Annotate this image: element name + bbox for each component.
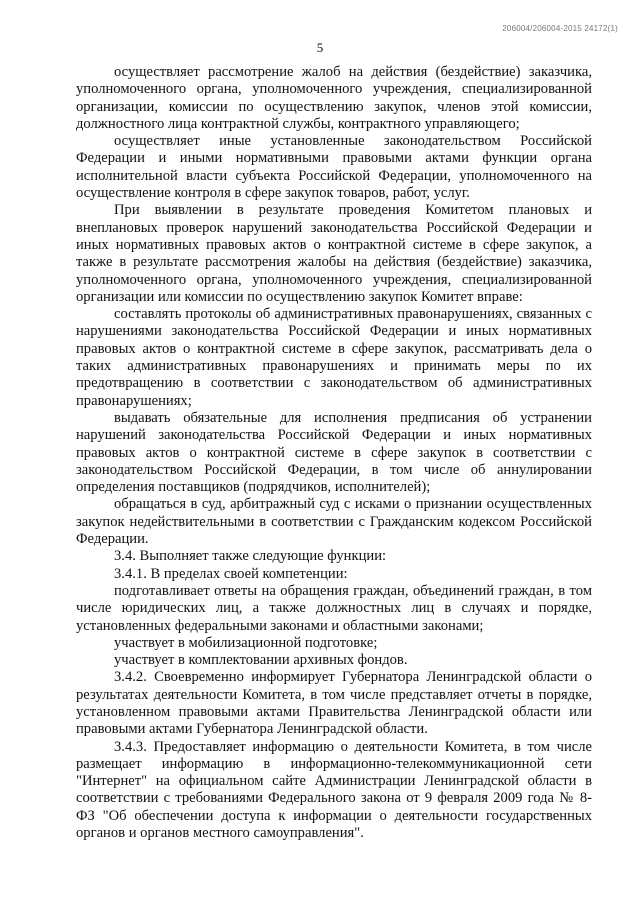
- page-number: 5: [316, 40, 324, 55]
- paragraph: 3.4.3. Предоставляет информацию о деятельности Комитета, в том числе размещает информацию в информационно-телекоммуникационной сети "Интернет" на официальном сайте Администрации Ленинградской области в соответствии с требованиями Федерального закона от 9 февраля 2009 года № 8-ФЗ "Об обеспечении доступа к информации о деятельности государственных органов и органов местного самоуправления".: [76, 738, 592, 842]
- paragraph: 3.4.2. Своевременно информирует Губернатора Ленинградской области о результатах деятельности Комитета, в том числе представляет отчеты в порядке, установленном правовыми актами Правительства Ленинградской области или правовыми актами Губернатора Ленинградской области.: [76, 669, 592, 738]
- paragraph: осуществляет иные установленные законодательством Российской Федерации и иными нормативными правовыми актами функции органа исполнительной власти субъекта Российской Федерации, уполномоченного на осуществление контроля в сфере закупок товаров, работ, услуг.: [76, 133, 592, 202]
- paragraph: осуществляет рассмотрение жалоб на действия (бездействие) заказчика, уполномоченного органа, уполномоченного учреждения, специализированной организации, комиссии по осуществлению закупок, членов этой комиссии, должностного лица контрактной службы, контрактного управляющего;: [76, 64, 592, 132]
- paragraph: участвует в комплектовании архивных фондов.: [114, 652, 408, 669]
- paragraph: При выявлении в результате проведения Комитетом плановых и внеплановых проверок нарушений законодательства Российской Федерации и иных нормативных правовых актов о контрактной системе в сфере закупок, а также в результате рассмотрения жалобы на действия (бездействие) заказчика, уполномоченного органа, уполномоченного учреждения, специализированной организации или комиссии по осуществлению закупок Комитет вправе:: [76, 202, 592, 305]
- paragraph: подготавливает ответы на обращения граждан, объединений граждан, в том числе юридических лиц, а также должностных лиц в случаях и порядке, установленных федеральными законами и областными законами;: [76, 582, 592, 634]
- paragraph: составлять протоколы об административных правонарушениях, связанных с нарушениями законодательства Российской Федерации и иных нормативных правовых актов о контрактной системе в сфере закупок, рассматривать дела о таких административных правонарушениях и принимать меры по их предотвращению в соответствии с законодательством об административных правонарушениях;: [76, 306, 592, 409]
- subsection-heading: 3.4.1. В пределах своей компетенции:: [114, 565, 348, 582]
- document-code: 206004/206004-2015 24172(1): [502, 24, 618, 33]
- document-body: [76, 64, 592, 842]
- paragraph: обращаться в суд, арбитражный суд с исками о признании осуществленных закупок недействительными в соответствии с Гражданским кодексом Российской Федерации.: [76, 496, 592, 548]
- paragraph: выдавать обязательные для исполнения предписания об устранении нарушений законодательства Российской Федерации и иных нормативных правовых актов о контрактной системе в сфере закупок в соответствии с законодательством Российской Федерации, в том числе об аннулировании определения поставщиков (подрядчиков, исполнителей);: [76, 409, 592, 496]
- paragraph: участвует в мобилизационной подготовке;: [114, 634, 378, 651]
- section-heading: 3.4. Выполняет также следующие функции:: [114, 548, 387, 565]
